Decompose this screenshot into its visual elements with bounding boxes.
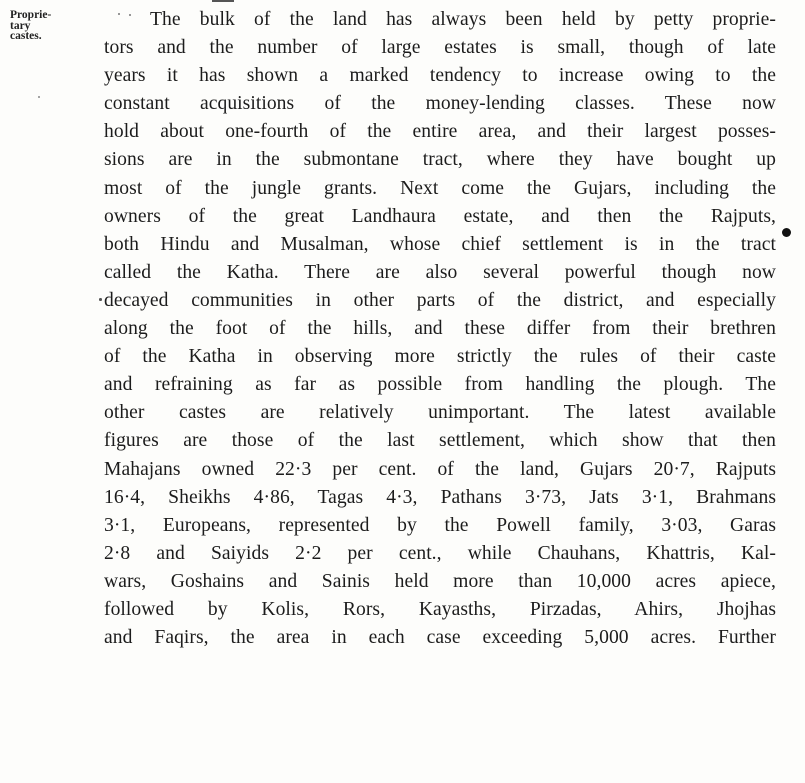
text-line: decayed communities in other parts of the district, and especially	[104, 289, 776, 311]
text-line: followed by Kolis, Rors, Kayasths, Pirzadas, Ahirs, Jhojhas	[104, 598, 776, 620]
text-line: sions are in the submontane tract, where they have bought up	[104, 149, 776, 171]
text-line: owners of the great Landhaura estate, and then the Rajputs,	[104, 205, 776, 227]
text-line: called the Katha. There are also several powerful though now	[104, 261, 776, 283]
text-line: 16·4, Sheikhs 4·86, Tagas 4·3, Pathans 3·73, Jats 3·1, Brahmans	[104, 486, 776, 508]
ink-speck	[118, 13, 120, 15]
paragraph	[104, 6, 776, 652]
text-line: Mahajans owned 22·3 per cent. of the land, Gujars 20·7, Rajputs	[104, 458, 776, 480]
ink-speck	[38, 96, 40, 98]
ink-speck	[129, 14, 131, 16]
ink-speck	[99, 298, 102, 301]
text-line: and refraining as far as possible from handling the plough. The	[104, 374, 776, 396]
margin-note	[10, 10, 90, 42]
text-line: both Hindu and Musalman, whose chief settlement is in the tract	[104, 233, 776, 255]
text-line: and Faqirs, the area in each case exceeding 5,000 acres. Further	[104, 627, 776, 649]
text-line: constant acquisitions of the money-lending classes. These now	[104, 93, 776, 115]
margin-note-line: Proprie-	[10, 9, 52, 21]
text-line: 2·8 and Saiyids 2·2 per cent., while Chauhans, Khattris, Kal-	[104, 542, 776, 564]
margin-note-line: castes.	[10, 30, 42, 42]
text-line: hold about one-fourth of the entire area, and their largest posses-	[104, 121, 776, 143]
text-line: of the Katha in observing more strictly the rules of their caste	[104, 346, 776, 368]
text-line: most of the jungle grants. Next come the Gujars, including the	[104, 177, 776, 199]
text-line: wars, Goshains and Sainis held more than 10,000 acres apiece,	[104, 570, 776, 592]
text-line: 3·1, Europeans, represented by the Powell family, 3·03, Garas	[104, 514, 776, 536]
text-line: along the foot of the hills, and these differ from their brethren	[104, 318, 776, 340]
margin-note-line: tary	[10, 19, 31, 32]
text-line: other castes are relatively unimportant. The latest available	[104, 402, 776, 424]
text-line: The bulk of the land has always been held by petty proprie-	[150, 9, 776, 30]
text-line: years it has shown a marked tendency to increase owing to the	[104, 65, 776, 87]
text-line: figures are those of the last settlement, which show that then	[104, 430, 776, 452]
text-line: tors and the number of large estates is small, though of late	[104, 37, 776, 59]
ink-blot	[782, 228, 791, 237]
cut-off-text-fragment	[212, 0, 234, 2]
